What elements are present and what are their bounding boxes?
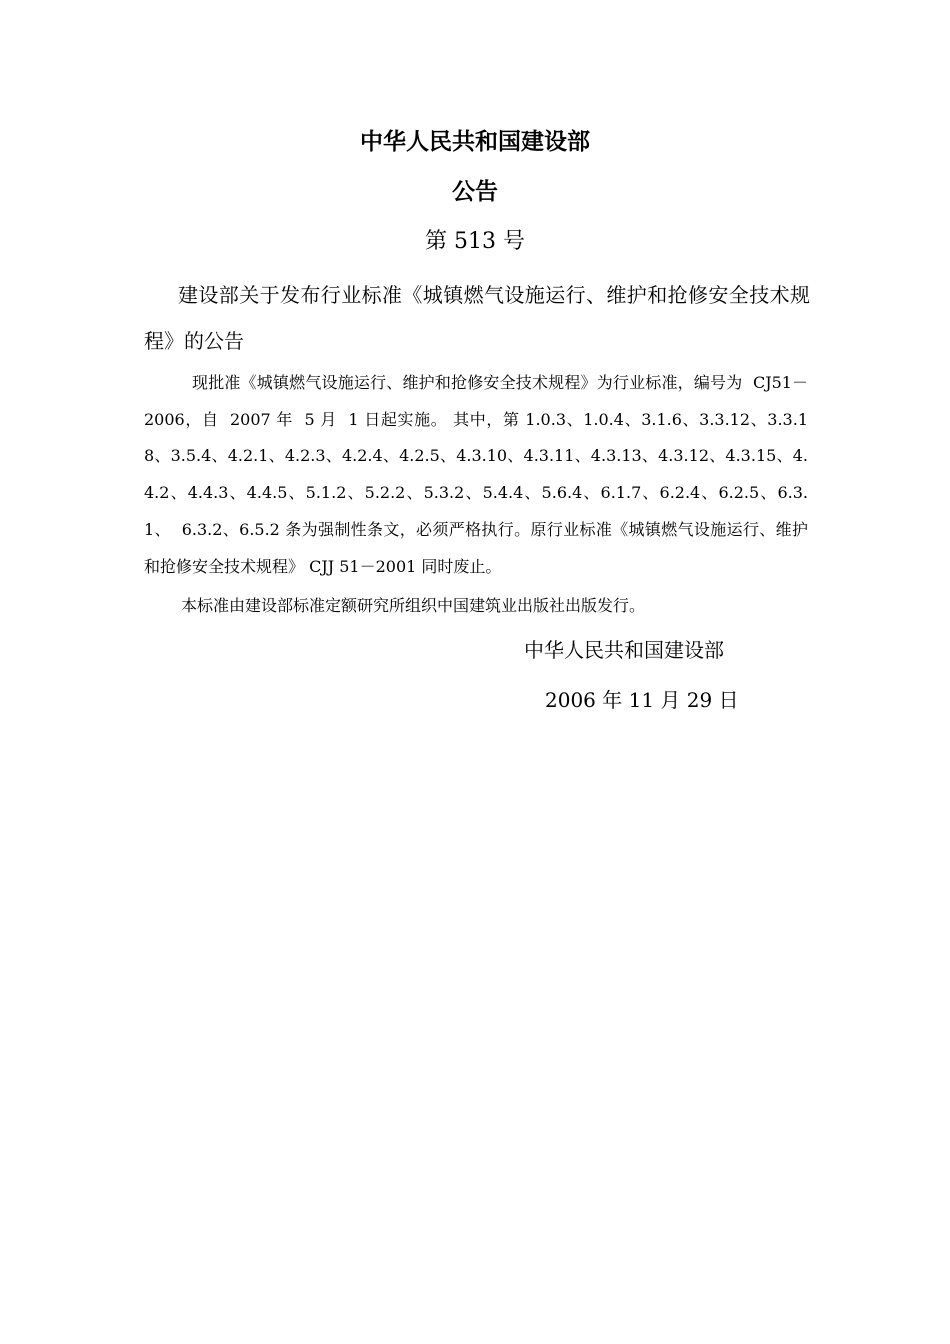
notice-subject: 建设部关于发布行业标准《城镇燃气设施运行、维护和抢修安全技术规程》的公告 [144, 283, 810, 353]
notice-title: 公告 [452, 179, 498, 205]
issuer-title: 中华人民共和国建设部 [360, 129, 590, 155]
notice-number: 第 513 号 [425, 229, 525, 254]
body-paragraph: 现批准《城镇燃气设施运行、维护和抢修安全技术规程》为行业标准，编号为 CJ51－2006，自 2007 年 5 月 1 日起实施。 其中，第 1.0.3、1.0.4、3.1.6、3.3.12、3.3.18、3.5.4、4.2.1、4.2.3、4.2.4、4.2.5、4.3.10、4.3.11、4.3.13、4.3.12、4.3.15、4.4.2、4.4.3、4.4.5、5.1.2、5.2.2、5.3.2、5.4.4、5.6.4、6.1.7、6.2.4、6.2.5、6.3.1、 6.3.2、6.5.2 条为强制性条文，必须严格执行。原行业标准《城镇燃气设施运行、维护和抢修安全技术规程》 CJJ 51－2001 同时废止。 [144, 373, 808, 576]
sign-date: 2006 年 11 月 29 日 [545, 688, 739, 712]
signer: 中华人民共和国建设部 [524, 638, 724, 662]
publish-note: 本标准由建设部标准定额研究所组织中国建筑业出版社出版发行。 [181, 596, 646, 615]
